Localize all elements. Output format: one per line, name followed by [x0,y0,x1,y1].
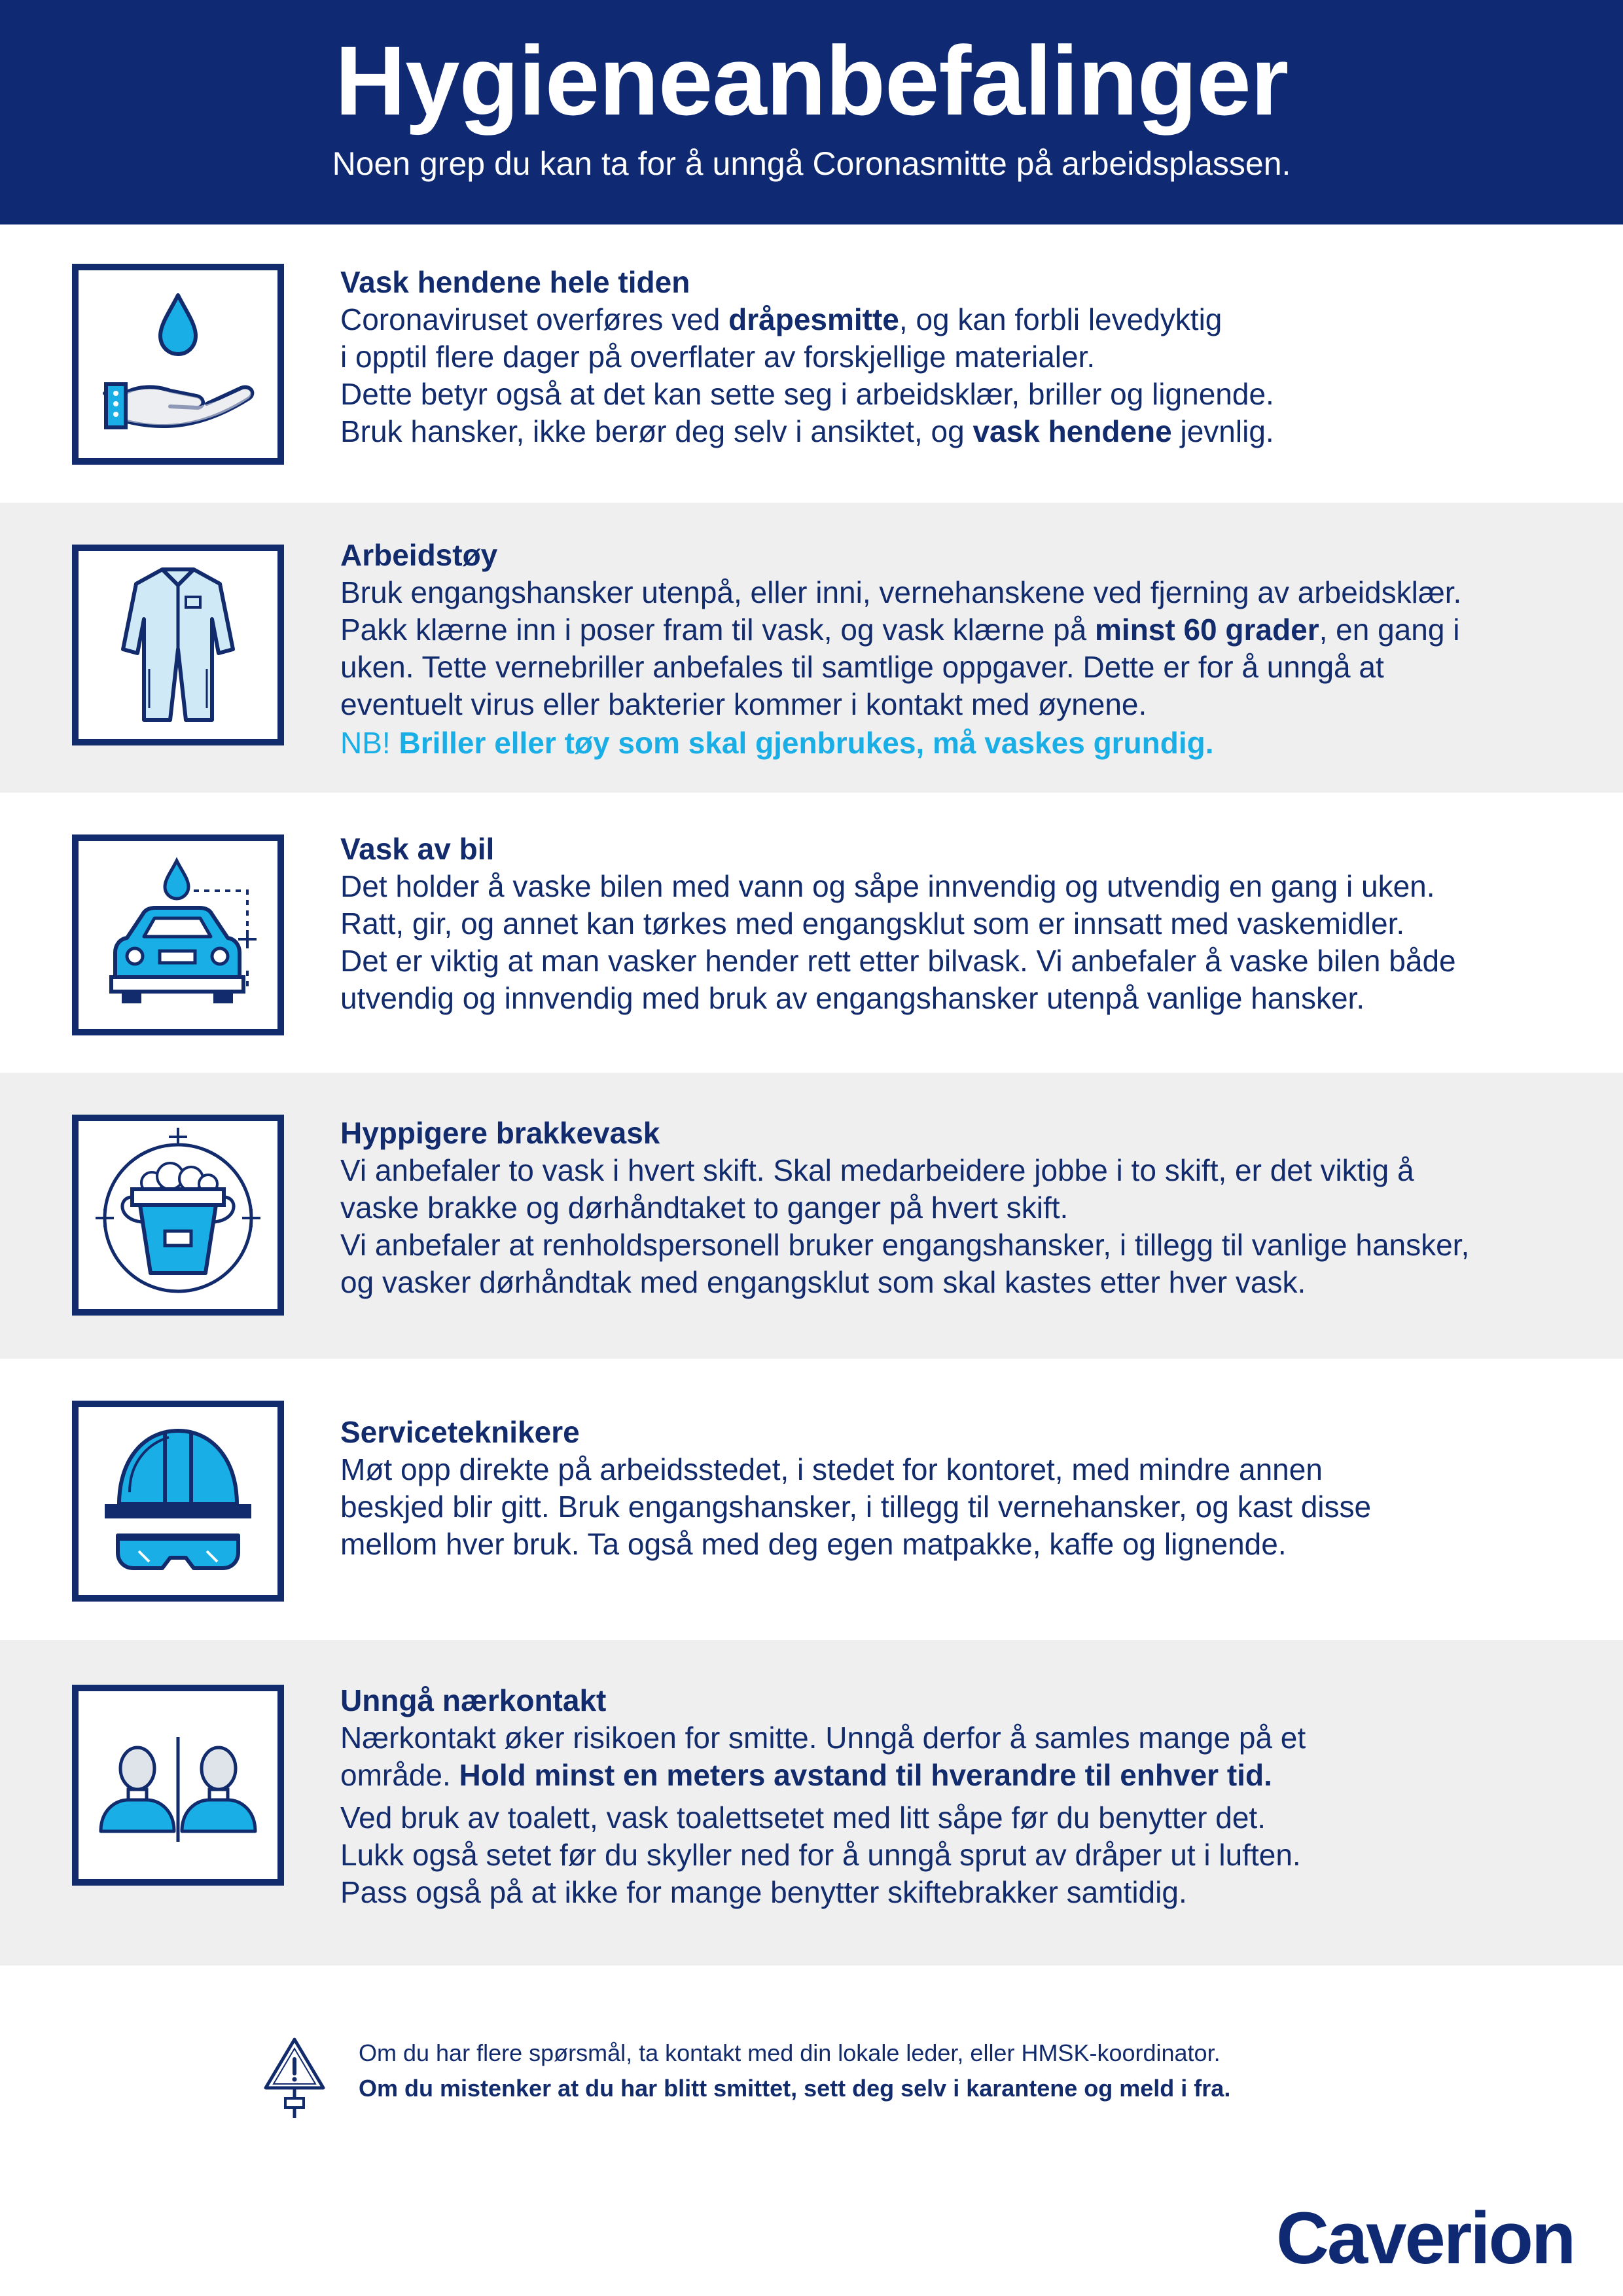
section-barracks-cleaning [0,1073,1623,1359]
warning-sign-icon [262,2036,327,2121]
section-line: Pass også på at ikke for mange benytter skiftebrakker samtidig. [340,1875,1187,1909]
section-avoid-contact [0,1640,1623,1965]
section-line: Vi anbefaler at renholdspersonell bruker engangshansker, i tillegg til vanlige hansker, [340,1228,1470,1262]
section-line: Det holder å vaske bilen med vann og såpe innvendig og utvendig en gang i uken. [340,869,1435,903]
hand-water-drop-icon [72,264,284,465]
coverall-icon [72,545,284,745]
section-title: Vask av bil [340,832,495,866]
section-text [340,264,1577,450]
section-title: Vask hendene hele tiden [340,265,690,299]
section-line: Dette betyr også at det kan sette seg i arbeidsklær, briller og lignende. [340,377,1274,411]
footer-question-text: Om du har flere spørsmål, ta kontakt med din lokale leder, eller HMSK-koordinator. [359,2039,1221,2066]
section-line: Møt opp direkte på arbeidsstedet, i stedet for kontoret, med mindre annen [340,1452,1323,1486]
section-line: Bruk engangshansker utenpå, eller inni, vernehanskene ved fjerning av arbeidsklær. [340,575,1462,609]
section-line: Coronaviruset overføres ved dråpesmitte, og kan forbli levedyktig [340,302,1222,336]
caverion-logo: Caverion [1276,2197,1575,2279]
nb-note: NB! Briller eller tøy som skal gjenbrukes, må vaskes grundig. [340,726,1214,760]
section-line: i opptil flere dager på overflater av forskjellige materialer. [340,340,1096,374]
section-title: Unngå nærkontakt [340,1683,607,1717]
section-line: eventuelt virus eller bakterier kommer i kontakt med øynene. [340,687,1147,721]
section-text [340,537,1577,762]
section-line: vaske brakke og dørhåndtaket to ganger på hvert skift. [340,1191,1069,1225]
section-line: og vasker dørhåndtak med engangsklut som skal kastes etter hver vask. [340,1265,1306,1299]
section-title: Serviceteknikere [340,1415,580,1449]
section-line: Pakk klærne inn i poser fram til vask, og vask klærne på minst 60 grader, en gang i [340,613,1460,647]
section-line: Bruk hansker, ikke berør deg selv i ansiktet, og vask hendene jevnlig. [340,414,1274,448]
page-header [0,0,1623,224]
section-work-clothes [0,503,1623,793]
soap-bucket-icon [72,1115,284,1316]
section-title: Hyppigere brakkevask [340,1116,660,1150]
section-line: Det er viktig at man vasker hender rett etter bilvask. Vi anbefaler å vaske bilen både [340,944,1456,978]
page-subtitle: Noen grep du kan ta for å unngå Coronasmitte på arbeidsplassen. [332,145,1291,182]
section-line: område. Hold minst en meters avstand til hverandre til enhver tid. [340,1758,1272,1792]
section-text [340,1682,1577,1911]
section-line: Ved bruk av toalett, vask toalettsetet med litt såpe før du benytter det. [340,1801,1266,1835]
section-hand-washing [0,224,1623,503]
section-line: utvendig og innvendig med bruk av engangshansker utenpå vanlige hansker. [340,981,1365,1015]
section-text [340,831,1577,1017]
section-line: Nærkontakt øker risikoen for smitte. Unngå derfor å samles mange på et [340,1721,1306,1755]
section-text [340,1414,1577,1563]
section-service-technicians [0,1359,1623,1640]
section-line: Ratt, gir, og annet kan tørkes med engangsklut som er innsatt med vaskemidler. [340,906,1405,941]
section-line: Lukk også setet før du skyller ned for å unngå sprut av dråper ut i luften. [340,1838,1301,1872]
section-line: beskjed blir gitt. Bruk engangshansker, i tillegg til vernehansker, og kast disse [340,1490,1372,1524]
car-wash-icon [72,834,284,1035]
distance-people-icon [72,1685,284,1886]
section-line: mellom hver bruk. Ta også med deg egen matpakke, kaffe og lignende. [340,1527,1287,1561]
section-car-wash [0,793,1623,1073]
page-title: Hygieneanbefalinger [334,26,1289,135]
section-title: Arbeidstøy [340,538,498,572]
section-text [340,1115,1577,1301]
section-line: Vi anbefaler to vask i hvert skift. Skal medarbeidere jobbe i to skift, er det viktig å [340,1153,1414,1187]
section-line: uken. Tette vernebriller anbefales til samtlige oppgaver. Dette er for å unngå at [340,650,1384,684]
footer-quarantine-text: Om du mistenker at du har blitt smittet, sett deg selv i karantene og meld i fra. [359,2075,1231,2102]
hardhat-goggles-icon [72,1401,284,1602]
